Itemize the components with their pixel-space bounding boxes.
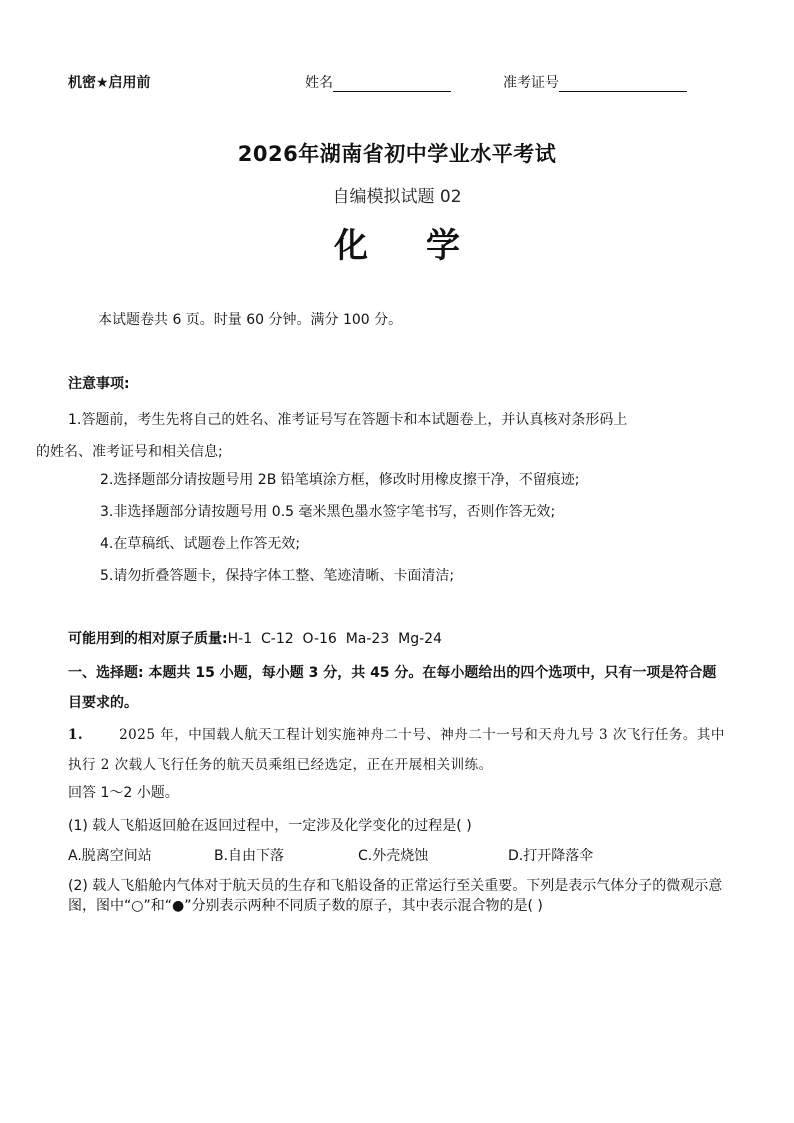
sub-question-1: (1) 载人飞船返回舱在返回过程中，一定涉及化学变化的过程是( ) <box>68 818 472 834</box>
question-number: 1. <box>68 727 84 743</box>
exam-title: 2026年湖南省初中学业水平考试 <box>237 142 557 166</box>
section-instruction: 在每小题给出的四个选项中，只有一项是符合题目要求的。 <box>68 665 717 711</box>
notice-item-text: 5.请勿折叠答题卡，保持字体工整、笔迹清晰、卡面清洁; <box>100 568 455 584</box>
question-prompt: 回答 1～2 小题。 <box>68 785 179 801</box>
notice-item <box>68 470 668 490</box>
option-a: A.脱离空间站 <box>68 848 152 864</box>
sub-question-2: (2) 载人飞船舱内气体对于航天员的生存和飞船设备的正常运行至关重要。下列是表示气体分子的微观示意图，图中“○”和“●”分别表示两种不同质子数的原子，其中表示混合物的是( ) <box>68 878 723 914</box>
notice-item <box>68 534 668 554</box>
exam-number-field <box>503 72 687 92</box>
exam-subtitle: 自编模拟试题 02 <box>332 187 462 207</box>
exam-info: 本试题卷共 6 页。时量 60 分钟。满分 100 分。 <box>98 312 403 328</box>
notice-item-text: 1.答题前，考生先将自己的姓名、准考证号写在答题卡和本试题卷上，并认真核对条形码上的姓名、准考证号和相关信息; <box>36 412 628 460</box>
option-c: C.外壳烧蚀 <box>358 848 429 864</box>
name-label: 姓名 <box>305 75 333 91</box>
name-blank <box>333 75 451 92</box>
subject-title: 化学 <box>334 226 518 266</box>
confidential-label: 机密★启用前 <box>68 75 151 91</box>
section-title: 一、选择题: 本题共 15 小题，每小题 3 分，共 45 分。 <box>68 665 423 681</box>
options-row <box>68 845 728 865</box>
question-stem: 2025 年，中国载人航天工程计划实施神舟二十号、神舟二十一号和天舟九号 3 次飞行任务。其中执行 2 次载人飞行任务的航天员乘组已经选定，正在开展相关训练。 <box>68 727 725 773</box>
notice-item-text: 4.在草稿纸、试题卷上作答无效; <box>100 536 301 552</box>
exam-number-label: 准考证号 <box>503 75 559 91</box>
notice-item <box>36 404 668 468</box>
header <box>68 72 728 94</box>
name-field <box>305 72 451 92</box>
atomic-mass-line <box>68 628 442 648</box>
notice-item-text: 2.选择题部分请按题号用 2B 铅笔填涂方框，修改时用橡皮擦干净，不留痕迹; <box>100 472 580 488</box>
option-b: B.自由下落 <box>214 848 285 864</box>
question-1 <box>68 720 728 780</box>
exam-number-blank <box>559 75 687 92</box>
option-d: D.打开降落伞 <box>508 848 594 864</box>
notice-item <box>68 566 668 586</box>
atomic-mass-label: 可能用到的相对原子质量: <box>68 631 228 647</box>
notice-item <box>68 502 668 522</box>
atomic-mass-values: H-1 C-12 O-16 Ma-23 Mg-24 <box>227 631 442 647</box>
notice-heading: 注意事项: <box>68 376 130 392</box>
notice-item-text: 3.非选择题部分请按题号用 0.5 毫米黑色墨水签字笔书写，否则作答无效; <box>100 504 556 520</box>
section-heading <box>68 658 728 718</box>
